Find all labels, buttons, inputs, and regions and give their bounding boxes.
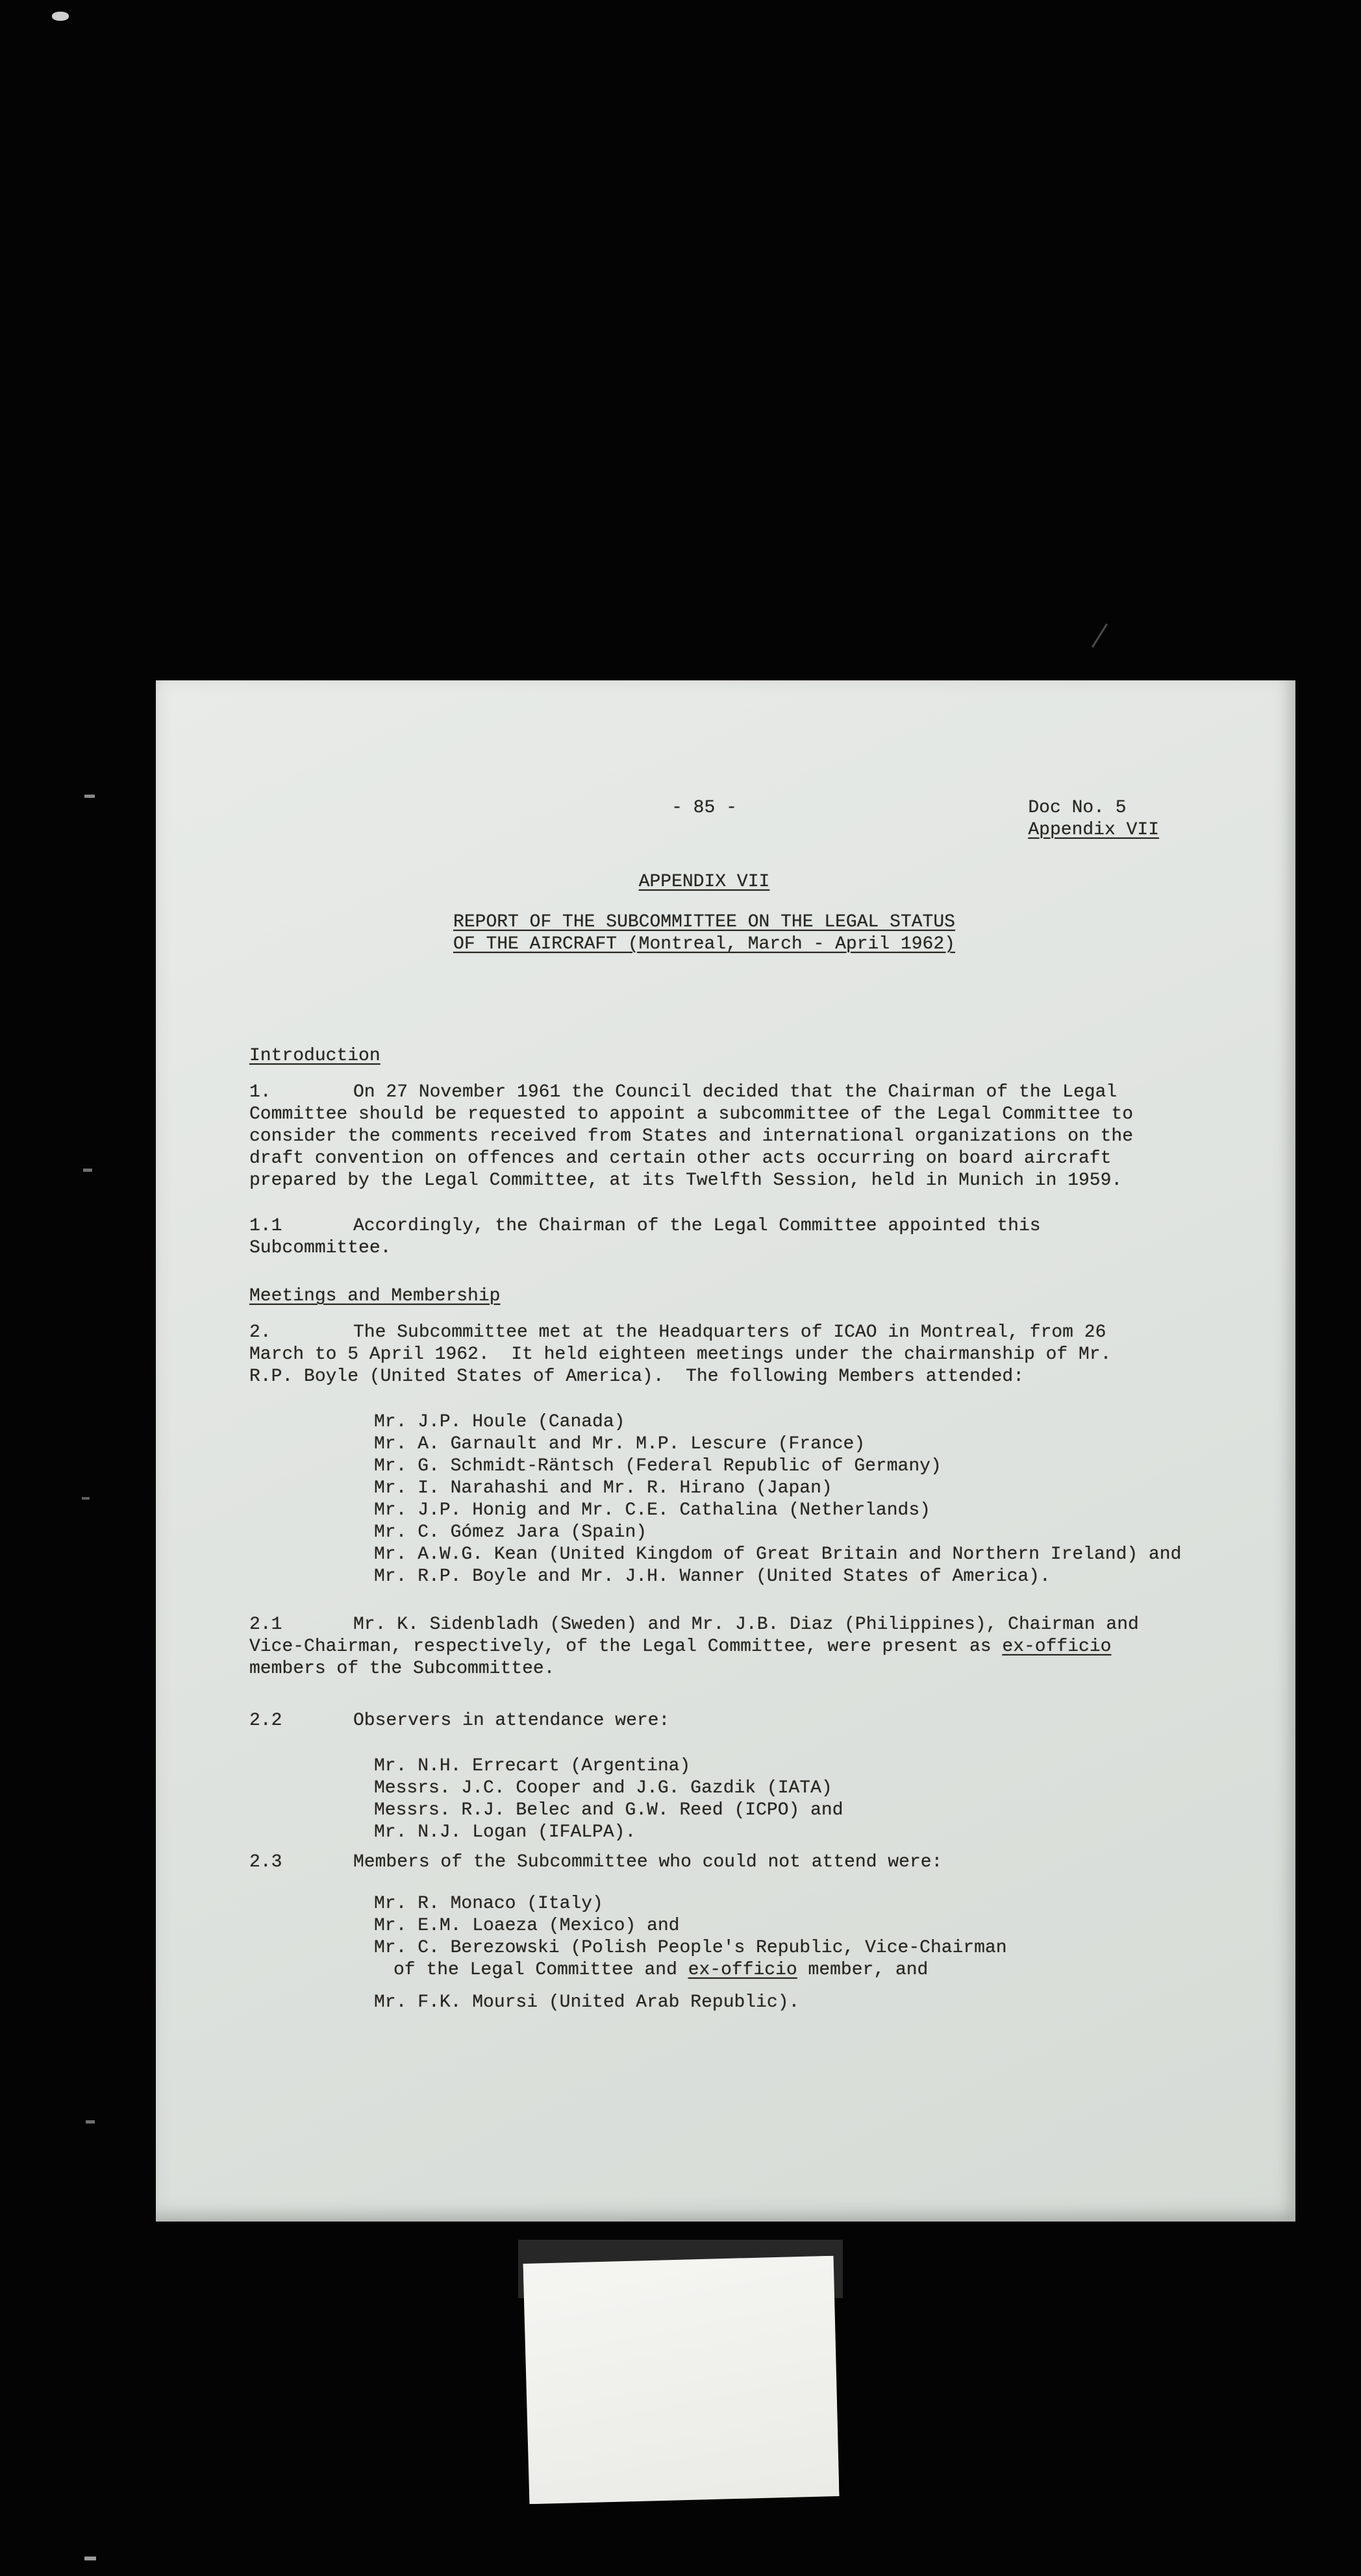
paragraph-text: The Subcommittee met at the Headquarters of ICAO in Montreal, from 26 March to 5 April 1962. It held eighteen meetings under the chairmanship of Mr. R.P. Boyle (United States of America). The following Members attended: [249, 1322, 1123, 1387]
absent-item: Mr. R. Monaco (Italy) [374, 1894, 603, 1914]
paper-scrap [523, 2256, 839, 2505]
section-heading-introduction [249, 1045, 1159, 1067]
member-item: Mr. C. Gómez Jara (Spain) [374, 1522, 647, 1542]
observer-list [249, 1755, 1159, 1844]
paragraph-2-2 [249, 1710, 1159, 1732]
appendix-heading-text: APPENDIX VII [638, 872, 770, 892]
paragraph-text: Observers in attendance were: [353, 1711, 670, 1731]
absent-item-continuation [249, 1959, 1159, 1981]
observer-item: Mr. N.H. Errecart (Argentina) [374, 1756, 691, 1776]
report-title [249, 911, 1159, 956]
page-header [249, 797, 1159, 841]
paragraph-text: On 27 November 1961 the Council decided that the Chairman of the Legal Committee should be requested to appoint a subcommittee of the Legal Committee to consider the comments received from States and international organizations on the draft convention on offences and certain other acts occurring on board aircraft prepared by the Legal Committee, at its Twelfth Session, held in Munich in 1959. [249, 1082, 1144, 1191]
paragraph-text: Mr. K. Sidenbladh (Sweden) and Mr. J.B. Diaz (Philippines), Chairman and Vice-Chairman, respectively, of the Legal Committee, were present as [249, 1615, 1150, 1657]
paragraph-2-1 [249, 1614, 1159, 1680]
doc-appendix: Appendix VII [1028, 820, 1159, 840]
absent-member-list [249, 1893, 1159, 2014]
doc-reference [1028, 797, 1159, 841]
section-heading-meetings [249, 1285, 1159, 1307]
paragraph-2-3 [249, 1852, 1159, 1874]
paragraph-1-1 [249, 1215, 1159, 1259]
paragraph-number: 2.1 [249, 1615, 282, 1635]
member-item: Mr. G. Schmidt-Räntsch (Federal Republic of Germany) [374, 1456, 942, 1476]
paragraph-number: 2.3 [249, 1852, 282, 1872]
report-title-line-1: REPORT OF THE SUBCOMMITTEE ON THE LEGAL STATUS [453, 912, 955, 932]
scan-artifact [82, 1497, 90, 1500]
scan-artifact [1092, 623, 1108, 647]
member-item: Mr. A. Garnault and Mr. M.P. Lescure (France) [374, 1434, 866, 1454]
report-title-line-2: OF THE AIRCRAFT (Montreal, March - April 1962) [453, 934, 955, 954]
observer-item: Messrs. R.J. Belec and G.W. Reed (ICPO) and [374, 1800, 843, 1820]
paragraph-number: 1.1 [249, 1216, 282, 1236]
member-item: Mr. J.P. Houle (Canada) [374, 1412, 625, 1432]
absent-item: Mr. F.K. Moursi (United Arab Republic). [374, 1992, 800, 2012]
observer-item: Messrs. J.C. Cooper and J.G. Gazdik (IATA) [374, 1778, 832, 1798]
scan-artifact [84, 795, 95, 798]
scan-artifact [83, 1169, 92, 1172]
paragraph-text: Accordingly, the Chairman of the Legal Committee appointed this Subcommittee. [249, 1216, 1052, 1258]
member-list [249, 1411, 1182, 1588]
member-item: Mr. J.P. Honig and Mr. C.E. Cathalina (Netherlands) [374, 1500, 930, 1520]
ex-officio-underlined: ex-officio [1002, 1637, 1112, 1657]
member-item: Mr. R.P. Boyle and Mr. J.H. Wanner (United States of America). [374, 1567, 1051, 1587]
scan-artifact [86, 2120, 95, 2124]
scan-artifact [84, 2557, 96, 2560]
paragraph-number: 2. [249, 1322, 271, 1343]
ex-officio-underlined: ex-officio [688, 1960, 797, 1980]
member-item: Mr. A.W.G. Kean (United Kingdom of Great Britain and Northern Ireland) and [374, 1544, 1182, 1565]
document-page [156, 680, 1295, 2222]
report-title-block [453, 911, 955, 956]
member-item: Mr. I. Narahashi and Mr. R. Hirano (Japan) [374, 1478, 832, 1498]
paragraph-number: 2.2 [249, 1711, 282, 1731]
absent-item: Mr. C. Berezowski (Polish People's Republic, Vice-Chairman [374, 1938, 1007, 1958]
page-number: - 85 - [671, 798, 737, 818]
paragraph-text: members of the Subcommittee. [249, 1637, 1123, 1679]
doc-number: Doc No. 5 [1028, 798, 1127, 818]
paragraph-2 [249, 1322, 1159, 1388]
paragraph-text: member, and [797, 1960, 929, 1980]
paragraph-text: Members of the Subcommittee who could not attend were: [353, 1852, 943, 1872]
absent-item: Mr. E.M. Loaeza (Mexico) and [374, 1916, 680, 1936]
paragraph-1 [249, 1082, 1159, 1192]
paragraph-number: 1. [249, 1082, 271, 1102]
appendix-heading [249, 871, 1159, 893]
paragraph-text: of the Legal Committee and [393, 1960, 688, 1980]
section-heading-text: Introduction [249, 1046, 381, 1066]
observer-item: Mr. N.J. Logan (IFALPA). [374, 1822, 636, 1842]
scan-artifact [52, 12, 69, 21]
section-heading-text: Meetings and Membership [249, 1286, 501, 1306]
